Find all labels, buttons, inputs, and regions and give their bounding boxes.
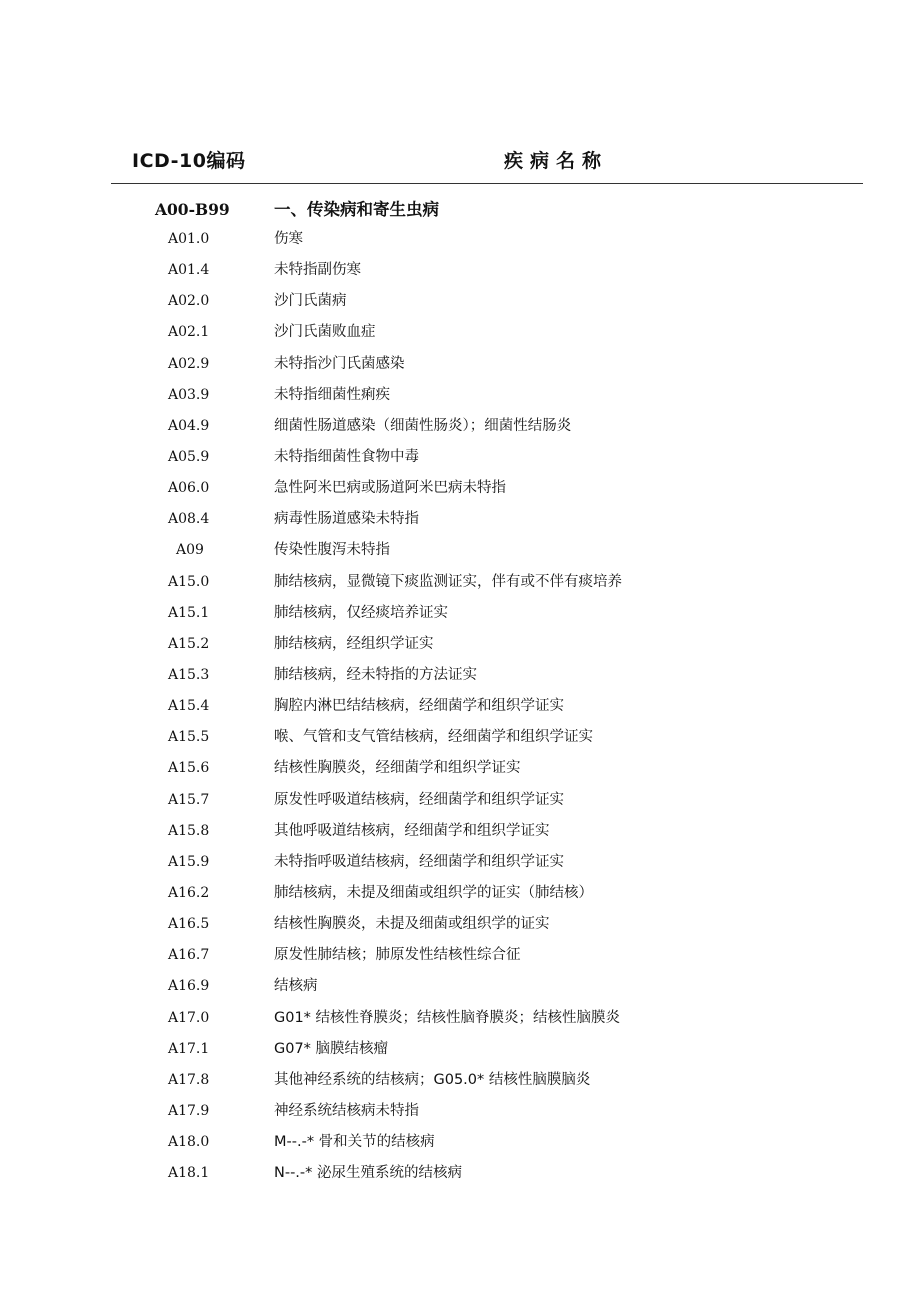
table-row [0,412,920,443]
icd-code: A16.2 [168,884,210,901]
icd-code: A15.1 [168,604,210,621]
table-row [0,1066,920,1097]
icd-code: A17.9 [168,1102,210,1119]
icd-code: A18.0 [168,1134,210,1151]
icd-code: A09 [176,542,204,559]
table-row [0,568,920,599]
disease-name: 细菌性肠道感染（细菌性肠炎）；细菌性结肠炎 [274,417,572,434]
icd-code: A01.0 [168,231,210,247]
icd-code: A15.7 [168,791,210,808]
icd-code: A15.8 [168,822,210,839]
icd-code: A06.0 [168,480,210,497]
disease-name: G01* 结核性脊膜炎；结核性脑脊膜炎；结核性脑膜炎 [274,1009,621,1026]
disease-name: 肺结核病，经组织学证实 [274,635,434,652]
disease-name: 胸腔内淋巴结结核病，经细菌学和组织学证实 [274,698,564,715]
icd-code: A04.9 [168,417,210,434]
table-row [0,225,920,256]
icd-code: A15.3 [168,666,210,683]
header-divider [111,183,863,184]
table-row [0,972,920,1003]
disease-name: 原发性肺结核；肺原发性结核性综合征 [274,947,521,964]
section-name: 一、传染病和寄生虫病 [274,200,439,219]
icd-code: A05.9 [168,448,210,465]
table-header [0,0,920,186]
icd-code: A08.4 [168,511,210,528]
table-row [0,661,920,692]
table-row [0,256,920,287]
disease-name: 肺结核病，仅经痰培养证实 [274,604,448,621]
disease-name: 未特指呼吸道结核病，经细菌学和组织学证实 [274,853,564,870]
table-row [0,1004,920,1035]
icd-code: A15.2 [168,635,210,652]
icd-code: A02.0 [168,293,210,310]
table-row [0,381,920,412]
table-row [0,1128,920,1159]
disease-name: 伤寒 [274,231,303,247]
disease-name: 肺结核病，未提及细菌或组织学的证实（肺结核） [274,884,593,901]
disease-name: 病毒性肠道感染未特指 [274,511,419,528]
icd-code: A17.8 [168,1071,210,1088]
icd-code: A03.9 [168,386,210,403]
table-row [0,536,920,567]
icd-code: A17.0 [168,1009,210,1026]
table-row [0,630,920,661]
icd-code: A02.1 [168,324,210,341]
table-row [0,723,920,754]
table-row [0,599,920,630]
table-row [0,318,920,349]
icd-code: A18.1 [168,1165,210,1182]
icd-code: A02.9 [168,355,210,372]
code-list [0,225,920,1190]
icd-code: A17.1 [168,1040,210,1057]
disease-name: M--.-* 骨和关节的结核病 [274,1134,435,1151]
table-row [0,692,920,723]
icd-code: A15.9 [168,853,210,870]
column-header-name: 疾病名称 [504,150,609,172]
disease-name: N--.-* 泌尿生殖系统的结核病 [274,1165,463,1182]
table-row [0,350,920,381]
icd-code: A16.7 [168,947,210,964]
disease-name: 肺结核病，经未特指的方法证实 [274,666,477,683]
disease-name: 未特指细菌性痢疾 [274,386,390,403]
icd-code: A15.6 [168,760,210,777]
disease-name: 未特指副伤寒 [274,262,361,279]
disease-name: 结核性胸膜炎，未提及细菌或组织学的证实 [274,916,550,933]
table-row [0,817,920,848]
table-row [0,443,920,474]
table-row [0,941,920,972]
disease-name: 其他呼吸道结核病，经细菌学和组织学证实 [274,822,550,839]
disease-name: 结核病 [274,978,318,995]
table-row [0,910,920,941]
column-header-code: ICD-10编码 [132,150,246,172]
table-row [0,505,920,536]
icd-code: A16.5 [168,916,210,933]
table-row [0,848,920,879]
icd-code: A15.5 [168,729,210,746]
disease-name: 其他神经系统的结核病；G05.0* 结核性脑膜脑炎 [274,1071,591,1088]
disease-name: 未特指细菌性食物中毒 [274,448,419,465]
table-row [0,287,920,318]
icd-code: A15.4 [168,698,210,715]
table-row [0,1159,920,1190]
table-row [0,879,920,910]
disease-name: 沙门氏菌病 [274,293,347,310]
table-row [0,1097,920,1128]
table-row [0,474,920,505]
table-row [0,786,920,817]
disease-name: 喉、气管和支气管结核病，经细菌学和组织学证实 [274,729,593,746]
disease-name: 未特指沙门氏菌感染 [274,355,405,372]
disease-name: 原发性呼吸道结核病，经细菌学和组织学证实 [274,791,564,808]
disease-name: G07* 脑膜结核瘤 [274,1040,389,1057]
table-row [0,754,920,785]
disease-name: 急性阿米巴病或肠道阿米巴病未特指 [274,480,506,497]
section-heading [0,197,920,225]
section-code: A00-B99 [155,200,230,219]
disease-name: 肺结核病，显微镜下痰监测证实，伴有或不伴有痰培养 [274,573,622,590]
table-row [0,1035,920,1066]
disease-name: 沙门氏菌败血症 [274,324,376,341]
disease-name: 神经系统结核病未特指 [274,1102,419,1119]
icd-code: A15.0 [168,573,210,590]
icd-code: A01.4 [168,262,210,279]
disease-name: 结核性胸膜炎，经细菌学和组织学证实 [274,760,521,777]
icd-code: A16.9 [168,978,210,995]
disease-name: 传染性腹泻未特指 [274,542,390,559]
